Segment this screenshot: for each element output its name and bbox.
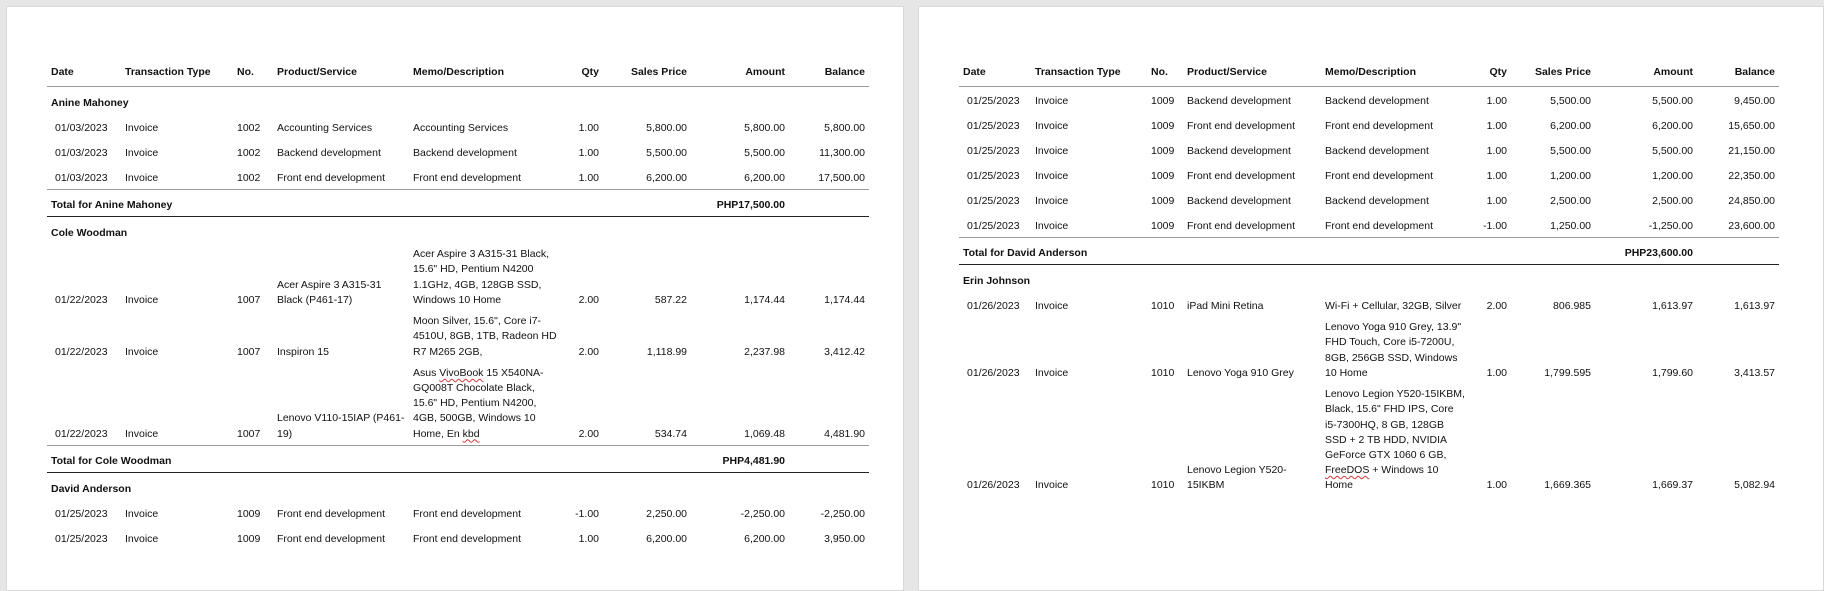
cell-price: 6,200.00	[646, 532, 687, 545]
cell-amount: 1,799.60	[1652, 366, 1693, 379]
report-page-2	[918, 6, 1824, 591]
cell-amount: 1,669.37	[1652, 479, 1693, 492]
cell-balance: -2,250.00	[820, 507, 865, 520]
cell-memo: Front end development	[1325, 120, 1433, 132]
cell-product: Lenovo Legion Y520-15IKBM	[1187, 464, 1287, 492]
table-row	[47, 525, 869, 550]
cell-product: Backend development	[1187, 195, 1291, 207]
cell-qty: 1.00	[1486, 195, 1507, 207]
cell-amount: 5,800.00	[744, 122, 785, 134]
col-header-price: Sales Price	[1511, 60, 1595, 87]
cell-qty: 2.00	[578, 293, 599, 306]
col-header-type: Transaction Type	[121, 60, 233, 87]
cell-type: Invoice	[125, 532, 159, 545]
col-header-product: Product/Service	[273, 60, 409, 87]
cell-product: Backend development	[277, 147, 381, 159]
cell-date: 01/26/2023	[967, 300, 1020, 312]
cell-memo: Acer Aspire 3 A315-31 Black, 15.6" HD, Pentium N4200 1.1GHz, 4GB, 128GB SSD, Windows 10 Home	[413, 248, 549, 306]
cell-qty: 1.00	[578, 147, 599, 159]
total-amount: PHP23,600.00	[1595, 238, 1697, 265]
cell-balance: 9,450.00	[1734, 95, 1775, 107]
cell-qty: 1.00	[1486, 479, 1507, 492]
col-header-qty: Qty	[1469, 60, 1511, 87]
cell-date: 01/25/2023	[967, 145, 1020, 157]
customer-group-header	[47, 217, 869, 245]
sales-by-customer-table	[959, 60, 1779, 497]
cell-type: Invoice	[125, 427, 159, 440]
cell-amount: 2,237.98	[744, 345, 785, 358]
table-row	[959, 137, 1779, 162]
cell-amount: -1,250.00	[1648, 220, 1693, 232]
cell-type: Invoice	[1035, 145, 1069, 157]
spellcheck-word: VivoBook	[439, 366, 484, 379]
cell-memo: Wi-Fi + Cellular, 32GB, Silver	[1325, 300, 1462, 312]
cell-no: 1002	[237, 122, 261, 134]
cell-no: 1009	[1151, 145, 1175, 157]
table-row	[959, 317, 1779, 384]
col-header-balance: Balance	[789, 60, 869, 87]
cell-qty: 1.00	[578, 172, 599, 184]
cell-qty: -1.00	[575, 507, 599, 520]
spellcheck-word: FreeDOS	[1325, 464, 1370, 477]
cell-no: 1010	[1151, 366, 1175, 379]
cell-date: 01/25/2023	[55, 532, 108, 545]
table-row	[959, 162, 1779, 187]
cell-qty: 1.00	[1486, 366, 1507, 379]
cell-no: 1009	[1151, 220, 1175, 232]
cell-qty: 1.00	[1486, 95, 1507, 107]
cell-qty: -1.00	[1483, 220, 1507, 232]
cell-type: Invoice	[1035, 170, 1069, 182]
cell-amount: 6,200.00	[744, 172, 785, 184]
cell-product: Front end development	[1187, 120, 1295, 132]
cell-qty: 1.00	[1486, 120, 1507, 132]
cell-memo: Front end development	[1325, 220, 1433, 232]
col-header-no: No.	[233, 60, 273, 87]
customer-total-row	[959, 238, 1779, 265]
cell-amount: -2,250.00	[740, 507, 785, 520]
cell-no: 1009	[237, 532, 261, 545]
cell-product: Inspiron 15	[277, 345, 329, 358]
cell-price: 1,200.00	[1550, 170, 1591, 182]
col-header-price: Sales Price	[603, 60, 691, 87]
cell-amount: 5,500.00	[744, 147, 785, 159]
cell-no: 1010	[1151, 300, 1175, 312]
cell-price: 1,799.595	[1544, 366, 1591, 379]
cell-product: Front end development	[1187, 220, 1295, 232]
cell-balance: 11,300.00	[819, 147, 865, 159]
table-row	[47, 139, 869, 164]
cell-amount: 2,500.00	[1652, 195, 1693, 207]
cell-balance: 15,650.00	[1728, 120, 1775, 132]
customer-total-row	[47, 445, 869, 472]
cell-memo: Asus VivoBook 15 X540NA-GQ008T Chocolate Black, 15.6" HD, Pentium N4200, 4GB, 500GB, Windows 10 Home, En kbd	[413, 366, 544, 440]
cell-price: 6,200.00	[1550, 120, 1591, 132]
cell-qty: 1.00	[578, 532, 599, 545]
cell-amount: 1,174.44	[744, 293, 785, 306]
total-amount: PHP17,500.00	[691, 190, 789, 217]
customer-name: Anine Mahoney	[51, 97, 129, 109]
customer-name: Erin Johnson	[963, 275, 1031, 287]
cell-amount: 1,200.00	[1652, 170, 1693, 182]
customer-name: Cole Woodman	[51, 227, 128, 239]
cell-balance: 21,150.00	[1728, 145, 1775, 157]
cell-price: 5,500.00	[1550, 95, 1591, 107]
table-row	[959, 212, 1779, 238]
cell-date: 01/03/2023	[55, 172, 108, 184]
cell-no: 1009	[1151, 170, 1175, 182]
cell-type: Invoice	[1035, 300, 1069, 312]
spellcheck-word: kbd	[462, 427, 480, 440]
col-header-memo: Memo/Description	[409, 60, 561, 87]
total-label: Total for David Anderson	[959, 238, 1595, 265]
cell-price: 5,500.00	[646, 147, 687, 159]
customer-group-header	[47, 87, 869, 115]
col-header-date: Date	[47, 60, 121, 87]
report-page-1	[6, 6, 904, 591]
cell-balance: 1,613.97	[1734, 300, 1775, 312]
cell-price: 587.22	[654, 293, 687, 306]
cell-product: iPad Mini Retina	[1187, 300, 1264, 312]
cell-date: 01/22/2023	[55, 427, 108, 440]
col-header-no: No.	[1147, 60, 1183, 87]
cell-balance: 5,082.94	[1734, 479, 1775, 492]
cell-memo: Lenovo Legion Y520-15IKBM, Black, 15.6" FHD IPS, Core i5-7300HQ, 8 GB, 128GB SSD + 2 TB HDD, NVIDIA GeForce GTX 1060 6 GB, FreeDOS + Windows 10 Home	[1325, 388, 1465, 492]
cell-amount: 6,200.00	[1652, 120, 1693, 132]
cell-memo: Front end development	[413, 507, 521, 520]
column-header-row	[47, 60, 869, 87]
cell-date: 01/22/2023	[55, 293, 108, 306]
cell-product: Front end development	[277, 172, 385, 184]
cell-type: Invoice	[1035, 479, 1069, 492]
col-header-date: Date	[959, 60, 1031, 87]
total-label: Total for Cole Woodman	[47, 445, 691, 472]
col-header-memo: Memo/Description	[1321, 60, 1469, 87]
cell-amount: 5,500.00	[1652, 145, 1693, 157]
col-header-qty: Qty	[561, 60, 603, 87]
cell-type: Invoice	[125, 122, 159, 134]
cell-price: 1,250.00	[1550, 220, 1591, 232]
table-row	[47, 244, 869, 311]
cell-type: Invoice	[1035, 366, 1069, 379]
cell-balance: 1,174.44	[824, 293, 865, 306]
customer-total-row	[47, 190, 869, 217]
table-row	[47, 500, 869, 525]
cell-memo: Backend development	[1325, 145, 1429, 157]
cell-date: 01/25/2023	[967, 195, 1020, 207]
cell-date: 01/25/2023	[967, 220, 1020, 232]
cell-qty: 1.00	[578, 122, 599, 134]
cell-product: Lenovo V110-15IAP (P461-19)	[277, 412, 405, 440]
cell-product: Lenovo Yoga 910 Grey	[1187, 366, 1294, 379]
cell-memo: Accounting Services	[413, 122, 509, 134]
cell-product: Backend development	[1187, 145, 1291, 157]
col-header-amount: Amount	[1595, 60, 1697, 87]
cell-type: Invoice	[1035, 120, 1069, 132]
table-row	[959, 187, 1779, 212]
cell-price: 1,669.365	[1544, 479, 1591, 492]
cell-qty: 1.00	[1486, 145, 1507, 157]
cell-product: Accounting Services	[277, 122, 373, 134]
cell-memo: Backend development	[413, 147, 517, 159]
cell-price: 1,118.99	[646, 345, 687, 358]
cell-price: 6,200.00	[646, 172, 687, 184]
cell-memo: Front end development	[413, 532, 521, 545]
cell-balance: 24,850.00	[1728, 195, 1775, 207]
cell-balance: 23,600.00	[1728, 220, 1775, 232]
cell-product: Backend development	[1187, 95, 1291, 107]
cell-amount: 5,500.00	[1652, 95, 1693, 107]
cell-type: Invoice	[125, 172, 159, 184]
cell-qty: 2.00	[578, 427, 599, 440]
cell-date: 01/03/2023	[55, 122, 108, 134]
cell-date: 01/25/2023	[967, 170, 1020, 182]
cell-memo: Backend development	[1325, 95, 1429, 107]
total-label: Total for Anine Mahoney	[47, 190, 691, 217]
cell-product: Front end development	[277, 532, 385, 545]
cell-type: Invoice	[125, 345, 159, 358]
cell-qty: 1.00	[1486, 170, 1507, 182]
cell-price: 2,500.00	[1550, 195, 1591, 207]
cell-product: Acer Aspire 3 A315-31 Black (P461-17)	[277, 278, 382, 306]
cell-no: 1002	[237, 147, 261, 159]
cell-no: 1009	[1151, 195, 1175, 207]
customer-name: David Anderson	[51, 482, 132, 495]
cell-balance: 3,412.42	[824, 345, 865, 358]
cell-no: 1007	[237, 427, 261, 440]
col-header-balance: Balance	[1697, 60, 1779, 87]
cell-date: 01/03/2023	[55, 147, 108, 159]
customer-group-header	[47, 472, 869, 500]
cell-balance: 3,413.57	[1734, 366, 1775, 379]
cell-qty: 2.00	[1486, 300, 1507, 312]
cell-amount: 1,069.48	[744, 427, 785, 440]
cell-price: 5,500.00	[1550, 145, 1591, 157]
cell-date: 01/22/2023	[55, 345, 108, 358]
cell-amount: 1,613.97	[1652, 300, 1693, 312]
cell-type: Invoice	[1035, 95, 1069, 107]
cell-qty: 2.00	[578, 345, 599, 358]
sales-by-customer-table	[47, 60, 869, 550]
col-header-product: Product/Service	[1183, 60, 1321, 87]
cell-price: 2,250.00	[646, 507, 687, 520]
cell-price: 534.74	[654, 427, 687, 440]
cell-type: Invoice	[125, 507, 159, 520]
table-row	[959, 384, 1779, 497]
cell-date: 01/25/2023	[55, 507, 108, 520]
cell-memo: Lenovo Yoga 910 Grey, 13.9" FHD Touch, Core i5-7200U, 8GB, 256GB SSD, Windows 10 Home	[1325, 321, 1462, 379]
cell-balance: 5,800.00	[824, 122, 865, 134]
cell-balance: 3,950.00	[824, 532, 865, 545]
cell-no: 1009	[1151, 120, 1175, 132]
cell-memo: Front end development	[413, 172, 521, 184]
cell-type: Invoice	[1035, 220, 1069, 232]
customer-group-header	[959, 265, 1779, 293]
cell-balance: 17,500.00	[818, 172, 865, 184]
cell-date: 01/25/2023	[967, 120, 1020, 132]
cell-type: Invoice	[1035, 195, 1069, 207]
table-row	[47, 114, 869, 139]
cell-product: Front end development	[277, 507, 385, 520]
col-header-amount: Amount	[691, 60, 789, 87]
table-row	[47, 363, 869, 446]
cell-price: 5,800.00	[646, 122, 687, 134]
cell-type: Invoice	[125, 293, 159, 306]
cell-no: 1007	[237, 345, 261, 358]
column-header-row	[959, 60, 1779, 87]
total-amount: PHP4,481.90	[691, 445, 789, 472]
cell-no: 1010	[1151, 479, 1175, 492]
cell-memo: Moon Silver, 15.6", Core i7-4510U, 8GB, 1TB, Radeon HD R7 M265 2GB,	[413, 315, 557, 358]
cell-no: 1007	[237, 293, 261, 306]
cell-amount: 6,200.00	[744, 532, 785, 545]
cell-no: 1002	[237, 172, 261, 184]
table-row	[959, 87, 1779, 113]
table-row	[47, 164, 869, 190]
table-row	[959, 292, 1779, 317]
cell-memo: Backend development	[1325, 195, 1429, 207]
cell-date: 01/26/2023	[967, 479, 1020, 492]
table-row	[959, 112, 1779, 137]
cell-product: Front end development	[1187, 170, 1295, 182]
table-row	[47, 311, 869, 363]
cell-price: 806.985	[1553, 300, 1591, 312]
cell-no: 1009	[237, 507, 261, 520]
cell-balance: 4,481.90	[824, 427, 865, 440]
cell-type: Invoice	[125, 147, 159, 159]
cell-balance: 22,350.00	[1728, 170, 1775, 182]
cell-no: 1009	[1151, 95, 1175, 107]
cell-date: 01/25/2023	[967, 95, 1020, 107]
cell-date: 01/26/2023	[967, 366, 1020, 379]
col-header-type: Transaction Type	[1031, 60, 1147, 87]
cell-memo: Front end development	[1325, 170, 1433, 182]
